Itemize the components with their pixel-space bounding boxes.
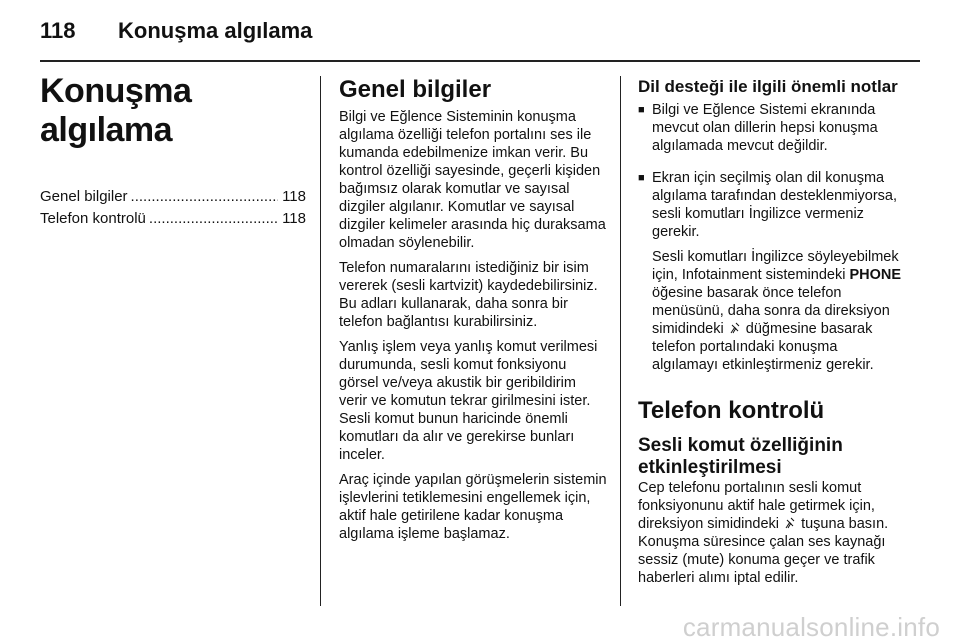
text-run: Cep telefonu portalının sesli komut fonksiyonunu aktif hale getirmek için, direksiyon simidindeki <box>638 480 875 532</box>
bullet-text: Ekran için seçilmiş olan dil konuşma algılama tarafından desteklenmiyorsa, sesli komutları İngilizce vermeniz gerekir. <box>652 170 898 240</box>
toc-item-label: Telefon kontrolü <box>40 210 146 227</box>
bullet-text: Bilgi ve Eğlence Sistemi ekranında mevcut olan dillerin hepsi konuşma algılamada mevcut değildir. <box>652 102 878 154</box>
toc-item-label: Genel bilgiler <box>40 188 128 205</box>
general-paragraph-1: Bilgi ve Eğlence Sisteminin konuşma algılama özelliği telefon portalını ses ile kumanda edebilmenize imkan verir. Bu kontrol özelliği sayesinde, geçerli kişiden bağımsız olarak komutlar ve sayısal dizgiler algılanır. Komutlar ve sayısal dizgiler kelimeler arasında hiç duraksama olmadan söylenebilir. <box>339 109 606 251</box>
voice-command-icon <box>785 517 795 529</box>
page-number: 118 <box>40 18 76 43</box>
bullet-item-2 <box>638 169 906 381</box>
column-divider-1 <box>320 76 321 606</box>
voice-command-icon <box>730 322 740 334</box>
general-paragraph-4: Araç içinde yapılan görüşmelerin sistemin işlevlerini tetiklemesini engellemek için, aktif hale getirilene kadar konuşma algılama işleme başlamaz. <box>339 472 607 542</box>
toc-item-page: 118 <box>282 210 306 227</box>
square-bullet-icon: ■ <box>638 104 645 116</box>
page-header <box>40 18 920 62</box>
text-run: düğmesine basarak telefon portalındaki konuşma algılamayı etkinleştirmeniz gerekir. <box>652 321 874 373</box>
notes-column <box>638 76 906 594</box>
toc-item-genel-bilgiler[interactable] <box>40 186 306 208</box>
general-paragraph-2: Telefon numaralarını istediğiniz bir isim vererek (sesli kartvizit) kaydedebilirsiniz. Bu adları kullanarak, daha sonra bir telefon bağlantısı kurabilirsiniz. <box>339 260 598 330</box>
phone-paragraph <box>638 479 906 587</box>
toc-leader <box>131 186 279 208</box>
general-paragraph-3: Yanlış işlem veya yanlış komut verilmesi durumunda, sesli komut fonksiyonu görsel ve/veya akustik bir geribildirim verir ve komutun tekrar girilmesini ister. Sesli komut bunun haricinde önemli komutları da alır ve gerekirse bunları inceler. <box>339 339 598 463</box>
text-run: tuşuna basın. Konuşma süresince çalan ses kaynağı sessiz (mute) konuma geçer ve trafik haberleri alımı iptal edilir. <box>638 516 889 586</box>
column-divider-2 <box>620 76 621 606</box>
phone-button-label: PHONE <box>849 267 902 283</box>
header-rule <box>40 60 920 62</box>
bullet-subparagraph <box>652 248 906 374</box>
page-header-title: Konuşma algılama <box>118 18 313 43</box>
square-bullet-icon: ■ <box>638 172 645 184</box>
bullet-item-1 <box>638 101 906 162</box>
section-heading-telefon-kontrolu: Telefon kontrolü <box>638 397 825 424</box>
toc-item-page: 118 <box>282 188 306 205</box>
subheading-line-1: Sesli komut özelliğinin <box>638 435 843 456</box>
section-heading-genel-bilgiler: Genel bilgiler <box>339 76 492 103</box>
toc-leader <box>149 208 278 230</box>
toc-item-telefon-kontrolu[interactable] <box>40 208 306 230</box>
watermark: carmanualsonline.info <box>682 612 940 642</box>
chapter-title: Konuşma algılama <box>40 72 192 149</box>
text-run: öğesine basarak önce telefon menüsünü, daha sonra da direksiyon simidindeki <box>652 285 890 337</box>
general-info-column <box>339 76 607 550</box>
toc-column <box>40 72 306 230</box>
subheading-line-2: etkinleştirilmesi <box>638 457 782 478</box>
section-heading-language-notes: Dil desteği ile ilgili önemli notlar <box>638 77 898 96</box>
text-run: Sesli komutları İngilizce söyleyebilmek için, Infotainment sistemindeki <box>652 249 899 283</box>
